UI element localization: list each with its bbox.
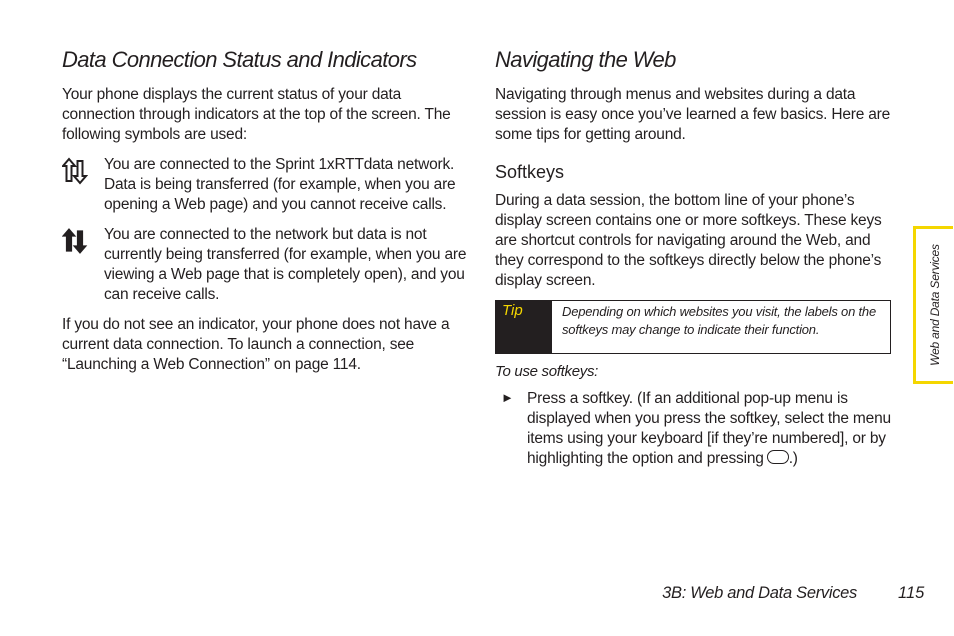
step-text-end: .) — [788, 450, 798, 467]
data-transfer-active-icon — [62, 157, 88, 185]
section-heading-data-connection: Data Connection Status and Indicators — [62, 47, 417, 72]
indicator-dormant — [62, 225, 470, 305]
tip-text: Depending on which websites you visit, the labels on the softkeys may change to indicate their function. — [562, 304, 876, 337]
left-column — [62, 46, 470, 375]
step-text: Press a softkey. (If an additional pop-up menu is displayed when you press the softkey, select the menu items using your keyboard [if they’re numbered], or by highlighting the option and pressing — [527, 390, 891, 467]
softkeys-subheading: Softkeys — [495, 162, 565, 182]
closing-paragraph: If you do not see an indicator, your phone does not have a current data connection. To launch a connection, see “Launching a Web Connection” on page 114. — [62, 316, 450, 373]
footer-section-title: 3B: Web and Data Services — [662, 584, 857, 602]
page-number: 115 — [898, 584, 925, 602]
navigating-intro: Navigating through menus and websites during a data session is easy once you’ve learned a few basics. Here are some tips for getting around. — [495, 86, 891, 143]
softkey-button-icon — [767, 450, 789, 464]
step-text-wrapper — [527, 389, 900, 469]
intro-paragraph: Your phone displays the current status of your data connection through indicators at the top of the screen. The following symbols are used: — [62, 86, 451, 143]
side-tab-label: Web and Data Services — [927, 244, 942, 366]
indicator-dormant-text: You are connected to the network but data is not currently being transferred (for example, when you are viewing a Web page that is completely open), and you can receive calls. — [104, 226, 467, 303]
step-marker-icon: ► — [501, 390, 514, 405]
chapter-side-tab — [913, 226, 953, 384]
data-dormant-icon — [62, 227, 88, 255]
section-heading-navigating-web: Navigating the Web — [495, 47, 676, 72]
procedure-title: To use softkeys: — [495, 363, 599, 380]
tip-label: Tip — [496, 301, 552, 353]
indicator-active — [62, 155, 470, 215]
tip-box — [495, 300, 891, 354]
indicator-active-text: You are connected to the Sprint 1xRTTdata network. Data is being transferred (for example, when you are opening a Web page) and you cannot receive calls. — [104, 156, 456, 213]
procedure-step — [495, 389, 900, 469]
softkeys-paragraph: During a data session, the bottom line of your phone’s display screen contains one or more softkeys. These keys are shortcut controls for navigating around the Web, and they correspond to the softkeys directly below the phone’s display screen. — [495, 192, 882, 289]
right-column — [495, 46, 900, 469]
